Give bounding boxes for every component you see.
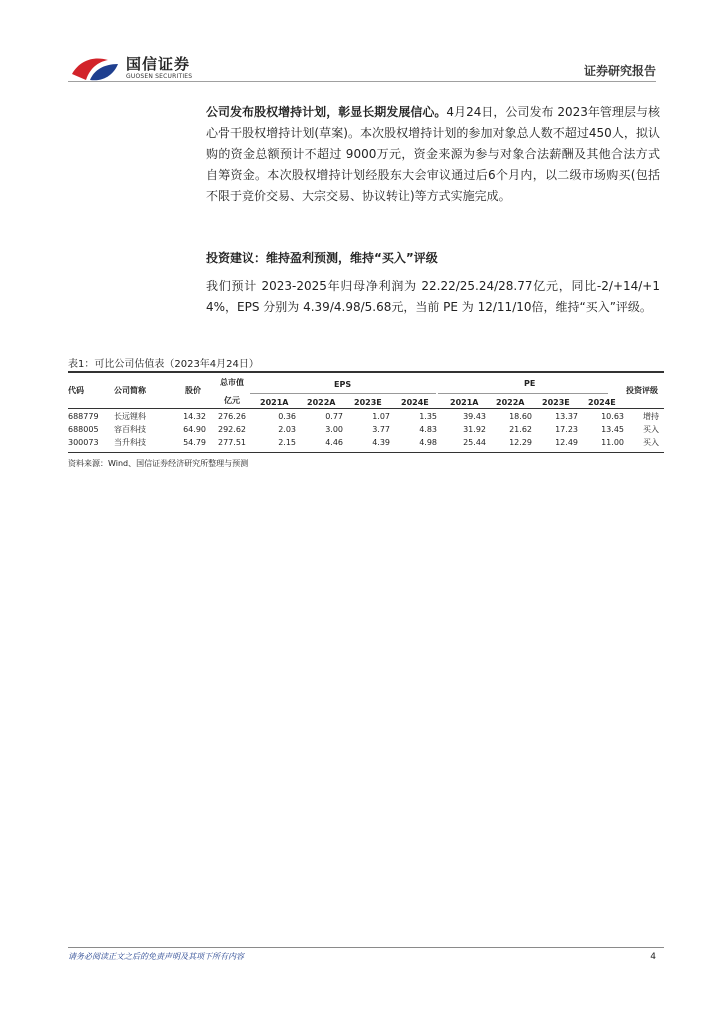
guosen-logo-mark-icon	[70, 52, 122, 84]
header-pe-2022a: 2022A	[496, 398, 525, 407]
row-pe-2024e: 11.00	[601, 438, 624, 447]
row-pe-2022a: 12.29	[509, 438, 532, 447]
header-mktcap: 总市值	[220, 378, 244, 387]
row-pe-2022a: 18.60	[509, 412, 532, 421]
row-code: 300073	[68, 438, 99, 447]
row-eps-2023e: 3.77	[372, 425, 390, 434]
row-rating: 买入	[643, 425, 659, 434]
row-price: 54.79	[183, 438, 206, 447]
row-rating: 买入	[643, 438, 659, 447]
header-divider	[68, 81, 656, 82]
header-pe-2023e: 2023E	[542, 398, 570, 407]
table-bottom-rule	[68, 452, 664, 453]
row-eps-2024e: 4.83	[419, 425, 437, 434]
row-code: 688005	[68, 425, 99, 434]
row-pe-2021a: 25.44	[463, 438, 486, 447]
table-source-note: 资料来源：Wind、国信证券经济研究所整理与预测	[68, 459, 249, 468]
logo-chinese-name: 国信证券	[126, 55, 191, 73]
paragraph-share-plan	[206, 102, 660, 203]
row-pe-2023e: 13.37	[555, 412, 578, 421]
investment-advice-heading: 投资建议：维持盈利预测，维持“买入”评级	[206, 251, 438, 265]
header-eps-2024e: 2024E	[401, 398, 429, 407]
header-price: 股价	[185, 386, 201, 395]
row-name: 长远锂科	[114, 412, 146, 421]
header-pe-2021a: 2021A	[450, 398, 479, 407]
header-pe-group: PE	[524, 379, 536, 388]
row-eps-2021a: 2.15	[278, 438, 296, 447]
header-pe-2024e: 2024E	[588, 398, 616, 407]
row-mktcap: 292.62	[218, 425, 246, 434]
header-eps-2023e: 2023E	[354, 398, 382, 407]
table-header-rule	[68, 408, 664, 409]
header-eps-2021a: 2021A	[260, 398, 289, 407]
table-top-rule	[68, 371, 664, 373]
row-pe-2023e: 17.23	[555, 425, 578, 434]
table-title: 表1：可比公司估值表（2023年4月24日）	[68, 359, 259, 370]
footer-disclaimer: 请务必阅读正文之后的免责声明及其项下所有内容	[68, 952, 244, 961]
row-pe-2023e: 12.49	[555, 438, 578, 447]
row-eps-2024e: 1.35	[419, 412, 437, 421]
row-eps-2023e: 1.07	[372, 412, 390, 421]
row-price: 64.90	[183, 425, 206, 434]
report-type-label: 证券研究报告	[583, 64, 656, 78]
row-pe-2021a: 31.92	[463, 425, 486, 434]
header-mktcap-unit: 亿元	[224, 396, 240, 405]
row-mktcap: 276.26	[218, 412, 246, 421]
row-mktcap: 277.51	[218, 438, 246, 447]
paragraph-body: 我们预计 2023-2025年归母净利润为 22.22/25.24/28.77亿元，同比-2/+14/+14%，EPS 分别为 4.39/4.98/5.68元，当前 PE 为 12/11/10倍，维持“买入”评级。	[206, 279, 660, 314]
row-code: 688779	[68, 412, 99, 421]
header-eps-group: EPS	[334, 380, 352, 389]
row-pe-2024e: 10.63	[601, 412, 624, 421]
row-pe-2024e: 13.45	[601, 425, 624, 434]
row-eps-2022a: 3.00	[325, 425, 343, 434]
row-eps-2022a: 0.77	[325, 412, 343, 421]
row-rating: 增持	[643, 412, 659, 421]
report-header	[0, 0, 724, 90]
row-pe-2022a: 21.62	[509, 425, 532, 434]
row-eps-2021a: 2.03	[278, 425, 296, 434]
paragraph-forecast	[206, 276, 660, 318]
row-eps-2021a: 0.36	[278, 412, 296, 421]
row-pe-2021a: 39.43	[463, 412, 486, 421]
logo-english-name: GUOSEN SECURITIES	[126, 73, 193, 80]
page-number: 4	[650, 952, 656, 962]
row-eps-2022a: 4.46	[325, 438, 343, 447]
pe-group-rule	[438, 393, 608, 394]
header-eps-2022a: 2022A	[307, 398, 336, 407]
paragraph-body: 4月24日，公司发布 2023年管理层与核心骨干股权增持计划(草案)。本次股权增持计划的参加对象总人数不超过450人，拟认购的资金总额预计不超过 9000万元，资金来源为参与对象合法薪酬及其他合法方式自筹资金。本次股权增持计划经股东大会审议通过后6个月内，以二级市场购买(包括不限于竞价交易、大宗交易、协议转让)等方式实施完成。	[206, 105, 660, 203]
row-name: 容百科技	[114, 425, 146, 434]
header-name: 公司简称	[114, 386, 146, 395]
paragraph-lead: 公司发布股权增持计划，彰显长期发展信心。	[206, 105, 447, 119]
header-code: 代码	[68, 386, 84, 395]
row-eps-2024e: 4.98	[419, 438, 437, 447]
footer-divider	[68, 947, 664, 948]
row-name: 当升科技	[114, 438, 146, 447]
header-rating: 投资评级	[626, 386, 658, 395]
eps-group-rule	[250, 393, 436, 394]
row-price: 14.32	[183, 412, 206, 421]
row-eps-2023e: 4.39	[372, 438, 390, 447]
